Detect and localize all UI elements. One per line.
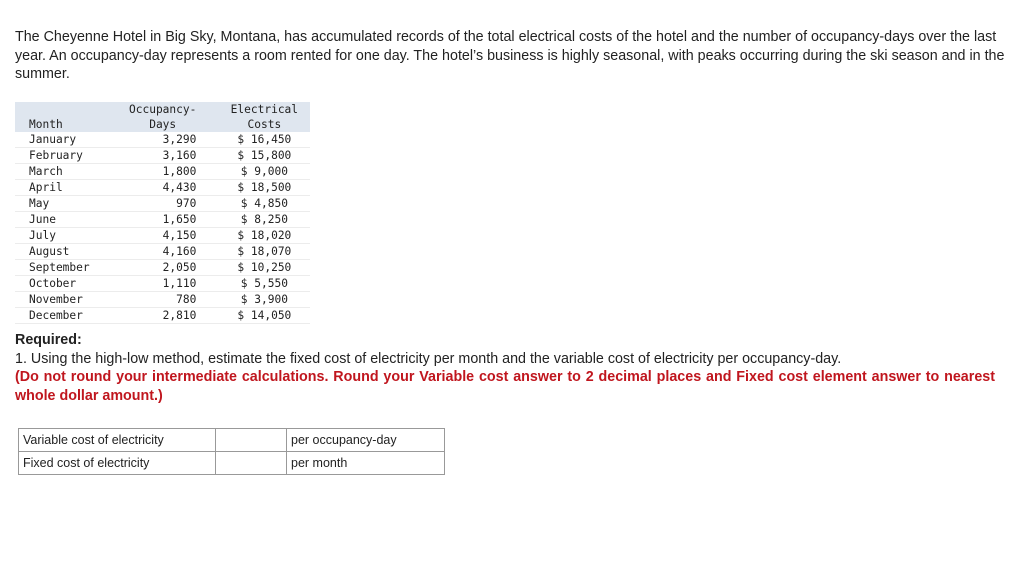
occupancy-cell: 1,650 (115, 212, 210, 228)
variable-cost-cell (216, 429, 287, 452)
month-cell: November (15, 292, 115, 308)
table-row (15, 164, 310, 180)
month-cell: March (15, 164, 115, 180)
table-row (15, 228, 310, 244)
table-row (15, 244, 310, 260)
month-cell: December (15, 308, 115, 324)
occupancy-cell: 4,150 (115, 228, 210, 244)
cost-cell: $ 3,900 (210, 292, 310, 308)
cost-cell: $ 14,050 (210, 308, 310, 324)
table-row (15, 276, 310, 292)
table-row (15, 308, 310, 324)
table-row (15, 212, 310, 228)
occupancy-cell: 970 (115, 196, 210, 212)
cost-cell: $ 9,000 (210, 164, 310, 180)
fixed-cost-input[interactable] (216, 452, 286, 474)
table-row (15, 148, 310, 164)
occupancy-cell: 3,160 (115, 148, 210, 164)
cost-cell: $ 15,800 (210, 148, 310, 164)
cost-cell: $ 4,850 (210, 196, 310, 212)
required-section (15, 331, 995, 405)
month-cell: February (15, 148, 115, 164)
occupancy-cell: 1,800 (115, 164, 210, 180)
month-cell: April (15, 180, 115, 196)
month-cell: October (15, 276, 115, 292)
table-row (15, 196, 310, 212)
answer-row-fixed-cost (19, 452, 445, 475)
fixed-cost-unit: per month (287, 452, 445, 475)
variable-cost-input[interactable] (216, 429, 286, 451)
occupancy-cell: 1,110 (115, 276, 210, 292)
variable-cost-label: Variable cost of electricity (19, 429, 216, 452)
fixed-cost-label: Fixed cost of electricity (19, 452, 216, 475)
table-row (15, 132, 310, 148)
cost-cell: $ 10,250 (210, 260, 310, 276)
cost-cell: $ 18,500 (210, 180, 310, 196)
header-electrical-costs: Electrical Costs (210, 102, 310, 132)
month-cell: July (15, 228, 115, 244)
problem-intro: The Cheyenne Hotel in Big Sky, Montana, has accumulated records of the total electrical costs of the hotel and the number of occupancy-days over the last year. An occupancy-day represents a room rented for one day. The hotel’s business is highly seasonal, with peaks occurring during the ski season and in the summer. (15, 29, 1005, 82)
month-cell: September (15, 260, 115, 276)
required-question: 1. Using the high-low method, estimate the fixed cost of electricity per month and the variable cost of electricity per occupancy-day. (15, 350, 842, 367)
table-row (15, 292, 310, 308)
cost-cell: $ 16,450 (210, 132, 310, 148)
data-table (15, 102, 310, 324)
fixed-cost-cell (216, 452, 287, 475)
cost-cell: $ 18,070 (210, 244, 310, 260)
variable-cost-unit: per occupancy-day (287, 429, 445, 452)
table-row (15, 260, 310, 276)
header-occupancy-days: Occupancy- Days (115, 102, 210, 132)
occupancy-cell: 4,160 (115, 244, 210, 260)
occupancy-cell: 4,430 (115, 180, 210, 196)
table-body (15, 132, 310, 324)
occupancy-cell: 2,810 (115, 308, 210, 324)
occupancy-cell: 3,290 (115, 132, 210, 148)
occupancy-cell: 2,050 (115, 260, 210, 276)
month-cell: January (15, 132, 115, 148)
required-instructions: (Do not round your intermediate calculations. Round your Variable cost answer to 2 decimal places and Fixed cost element answer to nearest whole dollar amount.) (15, 369, 995, 404)
month-cell: June (15, 212, 115, 228)
cost-cell: $ 5,550 (210, 276, 310, 292)
table-header-row (15, 102, 310, 132)
header-month: Month (15, 102, 115, 132)
required-title: Required: (15, 332, 82, 348)
answer-row-variable-cost (19, 429, 445, 452)
month-cell: May (15, 196, 115, 212)
occupancy-cell: 780 (115, 292, 210, 308)
cost-cell: $ 18,020 (210, 228, 310, 244)
month-cell: August (15, 244, 115, 260)
table-row (15, 180, 310, 196)
cost-cell: $ 8,250 (210, 212, 310, 228)
answer-table (18, 428, 445, 475)
